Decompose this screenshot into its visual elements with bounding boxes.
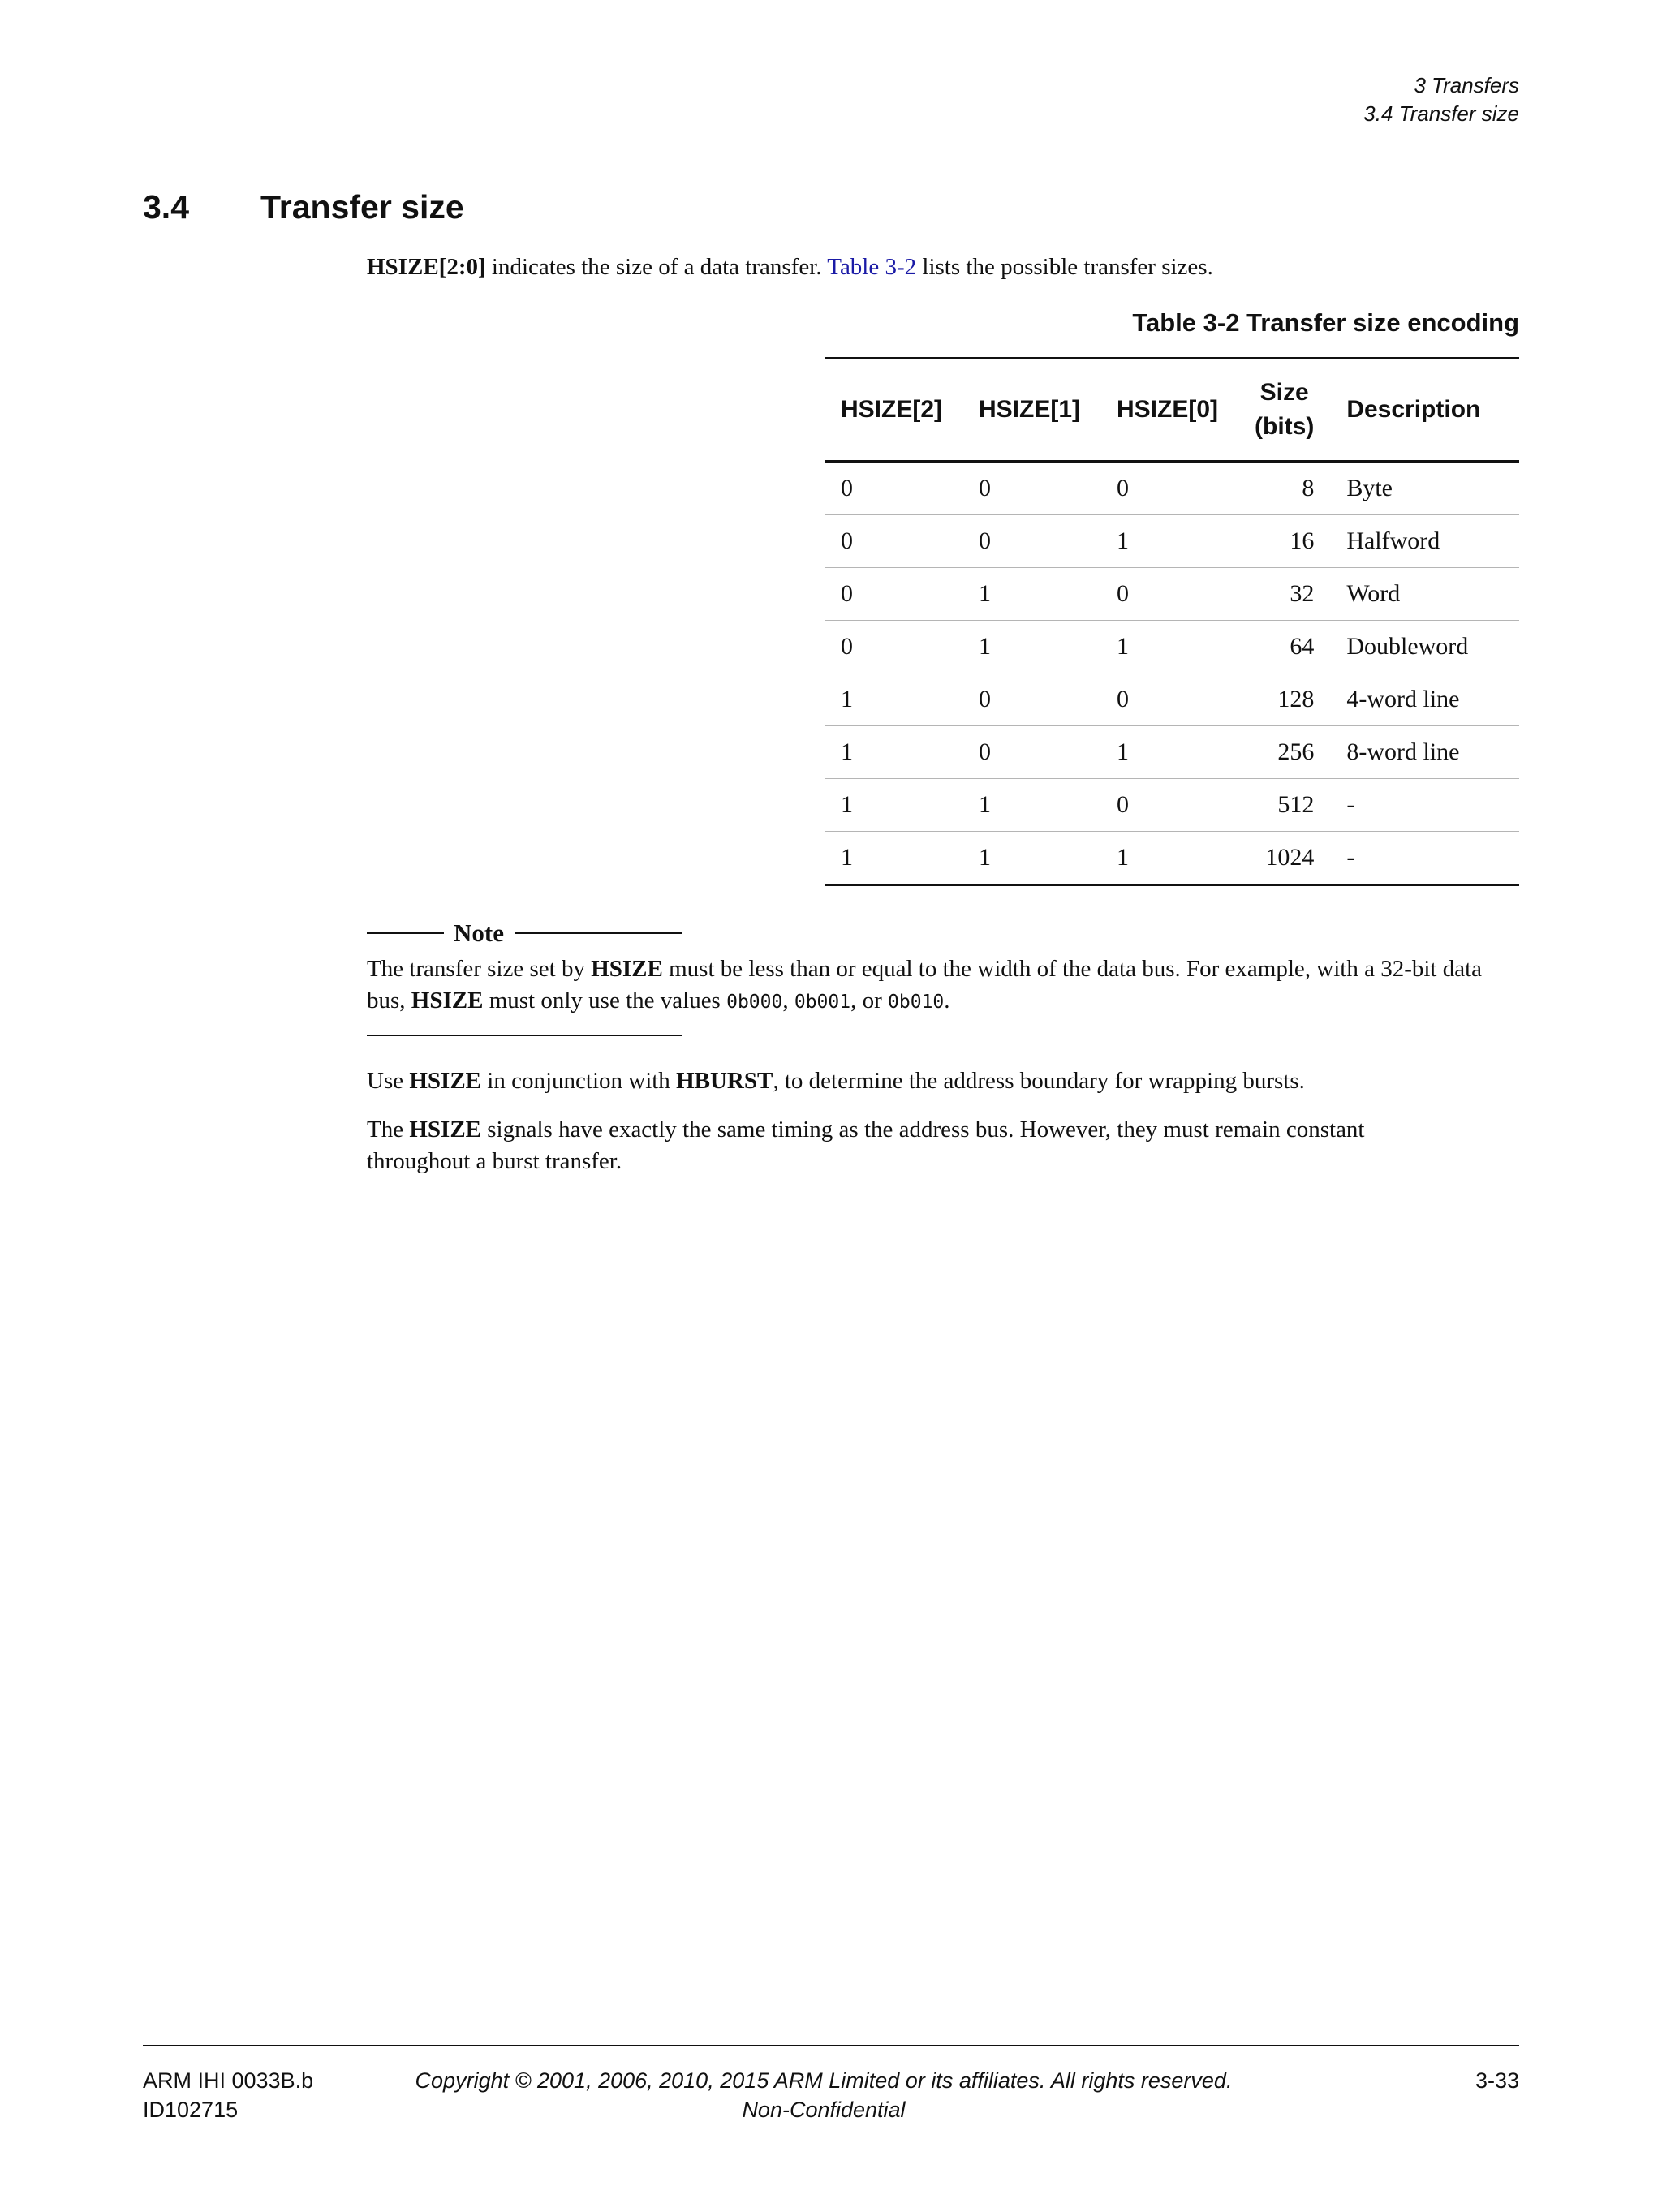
- footer-copyright: Copyright © 2001, 2006, 2010, 2015 ARM Limited or its affiliates. All rights reserved.: [415, 2068, 1233, 2093]
- code-value: 0b001: [794, 992, 851, 1013]
- column-header-size-line2: (bits): [1255, 413, 1315, 440]
- table-header-row: [825, 359, 1519, 462]
- table-cell: 1: [1100, 726, 1238, 779]
- table-cell: 0: [1100, 673, 1238, 726]
- column-header-size-line1: Size: [1259, 379, 1309, 406]
- footer-release-id: ID102715: [143, 2098, 239, 2122]
- footer-rule: [143, 2045, 1519, 2046]
- note-text-run: , or: [850, 988, 889, 1013]
- note-text-run: must only use the values: [483, 988, 727, 1013]
- table-caption: Table 3-2 Transfer size encoding: [1132, 308, 1519, 337]
- note-bottom-rule: [367, 1035, 682, 1036]
- column-header: HSIZE[1]: [962, 359, 1100, 462]
- table-cell: 0: [825, 515, 962, 568]
- paragraph-hburst: [367, 1065, 1503, 1097]
- table-cell: 0: [825, 568, 962, 621]
- footer-confidentiality: Non-Confidential: [742, 2098, 906, 2122]
- table-cell: 0: [962, 726, 1100, 779]
- signal-name: HSIZE: [409, 1068, 482, 1094]
- running-header-chapter: 3 Transfers: [1414, 73, 1519, 97]
- table-cell: 1: [1100, 621, 1238, 673]
- table-cell: 0: [962, 462, 1100, 515]
- footer-doc-info: [143, 2066, 313, 2124]
- table-cell: 1: [962, 832, 1100, 885]
- column-header-size: [1238, 359, 1330, 462]
- note-text-run: .: [944, 988, 950, 1013]
- table-cell: 1: [962, 568, 1100, 621]
- table-link[interactable]: Table 3-2: [827, 254, 917, 280]
- table-cell: 512: [1238, 779, 1330, 832]
- text-run: in conjunction with: [481, 1068, 677, 1094]
- table-row: [825, 462, 1519, 515]
- table-row: [825, 779, 1519, 832]
- table-cell: Byte: [1330, 462, 1519, 515]
- paragraph-timing: [367, 1114, 1422, 1177]
- text-run: , to determine the address boundary for wrapping bursts.: [773, 1068, 1305, 1094]
- note-label: Note: [454, 919, 504, 947]
- note-text: [367, 953, 1519, 1018]
- table-cell: 0: [962, 515, 1100, 568]
- table-cell: 0: [1100, 462, 1238, 515]
- footer-doc-id: ARM IHI 0033B.b: [143, 2068, 314, 2093]
- signal-name: HSIZE: [411, 988, 484, 1013]
- table-cell: 0: [962, 673, 1100, 726]
- table-cell: Halfword: [1330, 515, 1519, 568]
- table-cell: 0: [1100, 779, 1238, 832]
- intro-paragraph: [367, 252, 1503, 283]
- running-header-section: 3.4 Transfer size: [1363, 101, 1519, 126]
- table-row: [825, 673, 1519, 726]
- note-text-run: ,: [782, 988, 794, 1013]
- table-cell: -: [1330, 779, 1519, 832]
- signal-name: HSIZE[2:0]: [367, 254, 486, 280]
- table-row: [825, 726, 1519, 779]
- table-cell: 1: [1100, 832, 1238, 885]
- signal-name: HSIZE: [591, 956, 663, 982]
- table-cell: 1: [825, 726, 962, 779]
- column-header: HSIZE[2]: [825, 359, 962, 462]
- table-cell: 128: [1238, 673, 1330, 726]
- table-cell: 1: [1100, 515, 1238, 568]
- signal-name: HSIZE: [409, 1117, 482, 1143]
- note-heading: [367, 917, 682, 949]
- section-heading: [143, 188, 464, 226]
- note-text-run: must be less than or equal to the width of the data bus. For example, with a 32-bit data bus,: [367, 956, 1483, 1013]
- table-cell: 32: [1238, 568, 1330, 621]
- section-number: 3.4: [143, 188, 189, 226]
- footer-page-number: 3-33: [1475, 2068, 1519, 2093]
- table-cell: 64: [1238, 621, 1330, 673]
- note-text-run: The transfer size set by: [367, 956, 592, 982]
- table-cell: 256: [1238, 726, 1330, 779]
- footer-copyright-block: [381, 2066, 1266, 2124]
- code-value: 0b000: [726, 992, 783, 1013]
- signal-name: HBURST: [676, 1068, 773, 1094]
- table-cell: Doubleword: [1330, 621, 1519, 673]
- transfer-size-table: [825, 357, 1519, 886]
- code-value: 0b010: [888, 992, 945, 1013]
- text-run: signals have exactly the same timing as the address bus. However, they must remain constant throughout a burst transfer.: [367, 1117, 1365, 1174]
- table-row: [825, 621, 1519, 673]
- table-cell: 1: [962, 621, 1100, 673]
- text-run: The: [367, 1117, 410, 1143]
- table-row: [825, 568, 1519, 621]
- table-cell: 0: [825, 621, 962, 673]
- table-cell: 4-word line: [1330, 673, 1519, 726]
- intro-text: indicates the size of a data transfer.: [485, 254, 828, 280]
- text-run: Use: [367, 1068, 410, 1094]
- column-header: Description: [1330, 359, 1519, 462]
- table-cell: 0: [1100, 568, 1238, 621]
- table-row: [825, 515, 1519, 568]
- column-header: HSIZE[0]: [1100, 359, 1238, 462]
- table-cell: Word: [1330, 568, 1519, 621]
- table-cell: 8-word line: [1330, 726, 1519, 779]
- table-row: [825, 832, 1519, 885]
- section-title: Transfer size: [260, 188, 464, 226]
- intro-text: lists the possible transfer sizes.: [916, 254, 1213, 280]
- table-cell: 1024: [1238, 832, 1330, 885]
- table-cell: 0: [825, 462, 962, 515]
- note-rule-left: [367, 932, 444, 934]
- note-rule-right: [515, 932, 682, 934]
- table-body: [825, 462, 1519, 885]
- table-cell: 8: [1238, 462, 1330, 515]
- table-cell: 1: [825, 832, 962, 885]
- running-header: [1363, 71, 1519, 128]
- table-cell: 16: [1238, 515, 1330, 568]
- table-cell: 1: [825, 779, 962, 832]
- table-cell: 1: [962, 779, 1100, 832]
- table-cell: -: [1330, 832, 1519, 885]
- table-cell: 1: [825, 673, 962, 726]
